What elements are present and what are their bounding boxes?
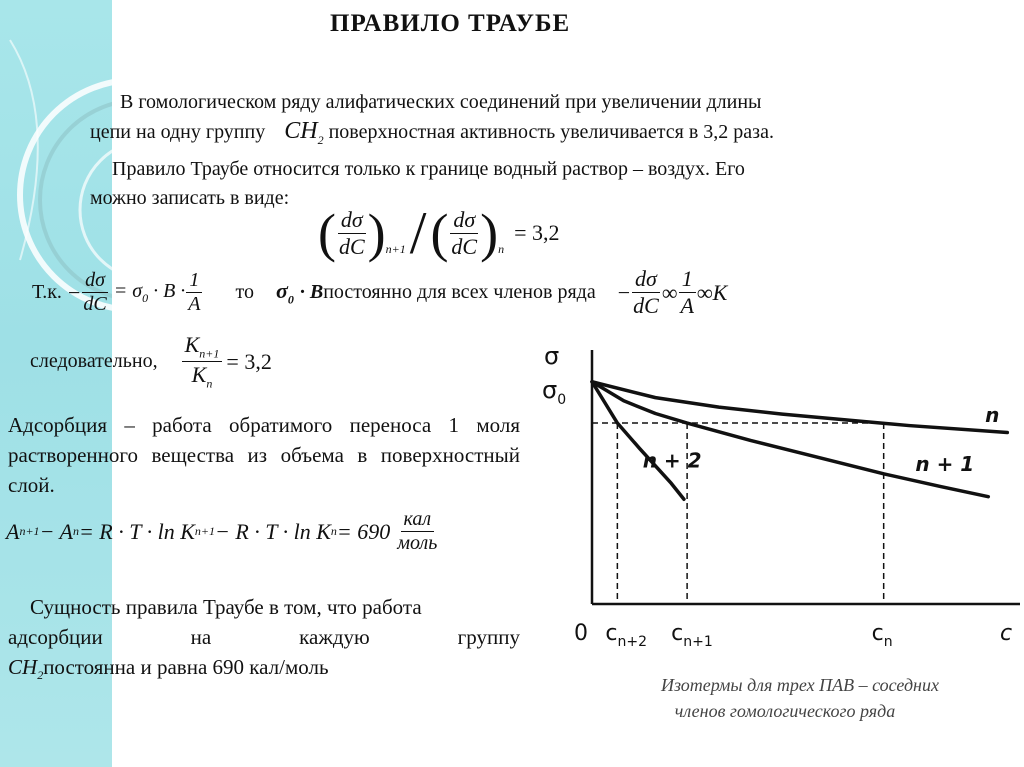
slide-title: ПРАВИЛО ТРАУБЕ (330, 10, 571, 37)
ratio-result: = 3,2 (514, 220, 560, 245)
therefore-row (30, 332, 272, 392)
ratio-sub-1: n+1 (385, 242, 406, 256)
isotherm-chart (520, 330, 1024, 660)
essence-line-3: $CH_2постоянна$ и равна 690 кал/моль (8, 655, 329, 683)
proportional-sign: ∞ (661, 279, 678, 305)
ch2-formula-2: $CH_2$ (8, 655, 44, 683)
series-line-n+1 (592, 382, 988, 497)
since-row: Т.к. − $\frac{d\sigma}{dC}$ = $\sigma_0 \cdot B$ · $\frac{1}{A}$ то $\sigma_0$ · B постоянно для всех членов ряда − $\frac{d\sigma}{dC}$ ∞ $\frac{1}{A}$ ∞K (32, 266, 728, 318)
since-fraction-2: $\frac{1}{A}$ (188, 269, 201, 315)
essence-paragraph (8, 592, 520, 690)
sigma-zero-b: = $\sigma_0 \cdot B$ · (113, 279, 186, 305)
series-label-n+1: n + 1 (915, 452, 975, 477)
x-tick-sub-n+2: n+2 (617, 634, 647, 650)
k-ratio-fraction: $\frac{K_{n+1}}{K_n}$ (182, 332, 223, 392)
proportional-fraction-1: $\frac{d\sigma}{dC}$ (633, 266, 659, 318)
x-tick-sub-n+1: n+1 (683, 634, 713, 650)
caption-line-2: членов гомологического ряда (674, 701, 896, 721)
b-symbol: · B (299, 281, 324, 303)
ratio-sub-2: n (498, 242, 505, 256)
then-word: то (235, 281, 254, 303)
intro-line-2 (90, 117, 992, 155)
intro-line-3: Правило Траубе относится только к границе водный раствор – воздух. Его (112, 157, 745, 180)
x-tick-label-n: $c_n$ (871, 621, 893, 650)
series-label-n: n (985, 402, 1000, 427)
since-label: Т.к. (32, 281, 62, 303)
intro-line-1: В гомологическом ряду алифатических соединений при увеличении длины (120, 91, 762, 113)
ratio-fraction-1: $\frac{d\sigma}{dC}$ (338, 206, 365, 259)
essence-line-2: адсорбции на каждую группу (8, 625, 520, 649)
unit-fraction: $\frac{\text{кал}}{\text{моль}}$ (397, 508, 438, 554)
constant-text: постоянно для всех членов ряда (323, 281, 596, 303)
intro-paragraph (90, 88, 992, 213)
traube-ratio-formula: ( $\frac{d\sigma}{dC}$ ) n+1 / ( $\frac{d\sigma}{dC}$ ) n = 3,2 (318, 200, 560, 266)
intro-line-4: можно записать в виде: (90, 186, 290, 209)
adsorption-paragraph: Адсорбция – работа обратимого переноса 1 моля растворенного вещества из объема в поверхностный слой. (8, 413, 520, 497)
ch2-formula: $CH_2$ (284, 118, 324, 147)
x-axis-label: c (1000, 621, 1013, 646)
work-formula: A n+1 − A n = R · T · ln K n+1 − R · T · ln K n = 690 $\frac{\text{кал}}{\text{моль}}$ (6, 508, 440, 555)
therefore-label: следовательно, (30, 350, 158, 373)
since-fraction-1: $\frac{d\sigma}{dC}$ (83, 269, 107, 315)
proportional-k: ∞K (696, 279, 728, 305)
proportional-fraction-2: $\frac{1}{A}$ (680, 266, 694, 318)
x-tick-sub-n: n (883, 634, 893, 650)
series-label-n+2: n + 2 (642, 448, 702, 473)
x-tick-label-n+1: $c_{n+1}$ (671, 621, 713, 650)
intro-line-2-end: поверхностная активность увеличивается в 3,2 раза. (328, 121, 774, 143)
x-tick-label-n+2: $c_{n+2}$ (605, 621, 647, 650)
ratio-fraction-2: $\frac{d\sigma}{dC}$ (451, 206, 478, 259)
origin-label: 0 (574, 621, 588, 646)
y0-label-sub: 0 (557, 392, 567, 408)
caption-line-1: Изотермы для трех ПАВ – соседних (661, 675, 939, 695)
chart-caption (600, 672, 1000, 724)
y0-label: $\sigma_0$ (542, 376, 567, 408)
essence-line-1: Сущность правила Траубе в том, что работа (30, 595, 422, 619)
sigma-zero: $\sigma_0$ (275, 277, 294, 307)
series-line-n (592, 382, 1007, 433)
intro-line-2-start: цепи на одну группу (90, 121, 266, 143)
y-axis-label: σ (544, 342, 560, 370)
k-ratio-result: = 3,2 (226, 348, 272, 374)
